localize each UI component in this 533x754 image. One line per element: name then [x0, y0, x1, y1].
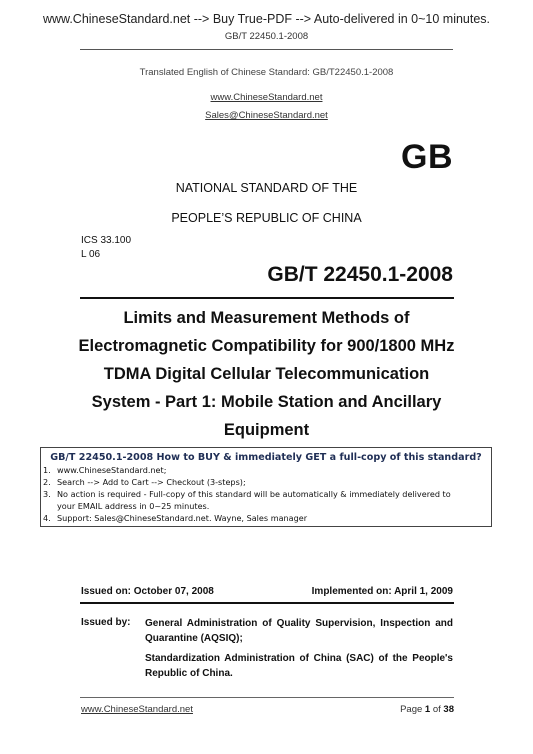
issued-by-label: Issued by:: [81, 617, 131, 628]
issuer-sac: Standardization Administration of China (SAC) of the People's Republic of China.: [145, 653, 453, 679]
gb-mark: GB: [401, 138, 453, 176]
standard-number-divider: [80, 297, 454, 299]
page-of: of: [430, 704, 444, 715]
page-number: [340, 704, 454, 715]
document-title-line-3: TDMA Digital Cellular Telecommunication: [103, 365, 430, 383]
buy-step-number: 4.: [43, 513, 51, 523]
buy-step-text: No action is required - Full-copy of this standard will be automatically & immediately delivered to: [57, 489, 451, 499]
issuer-aqsiq: General Administration of Quality Supervision, Inspection and Quarantine (AQSIQ);: [145, 618, 453, 644]
buy-step-1: [43, 465, 166, 475]
page-prefix: Page: [400, 704, 425, 715]
buy-step-3: [43, 489, 451, 499]
translated-note: Translated English of Chinese Standard: GB/T22450.1-2008: [139, 67, 394, 78]
buy-step-2: [43, 477, 246, 487]
dates-divider: [80, 602, 454, 604]
document-title-line-5: Equipment: [223, 421, 310, 439]
page-current: 1: [424, 704, 431, 715]
buy-step-number: 2.: [43, 477, 51, 487]
buy-box-title: GB/T 22450.1-2008 How to BUY & immediately GET a full-copy of this standard?: [50, 452, 482, 463]
email-link-row: [0, 105, 533, 123]
buy-step-text: Support: Sales@ChineseStandard.net. Wayne, Sales manager: [57, 513, 308, 523]
document-title-line-1: Limits and Measurement Methods of: [123, 309, 410, 327]
header-banner: www.ChineseStandard.net --> Buy True-PDF --> Auto-delivered in 0~10 minutes.: [42, 12, 491, 26]
header-standard-code: GB/T 22450.1-2008: [224, 31, 309, 42]
buy-step-4: [43, 513, 307, 523]
document-title-line-2: Electromagnetic Compatibility for 900/1800 MHz: [78, 337, 455, 355]
buy-step-number: 3.: [43, 489, 51, 499]
footer-website-link[interactable]: www.ChineseStandard.net: [81, 704, 193, 715]
buy-step-text: Search --> Add to Cart --> Checkout (3-steps);: [57, 477, 246, 487]
page-total: 38: [443, 704, 454, 715]
national-standard-line: NATIONAL STANDARD OF THE: [175, 181, 358, 195]
republic-line: PEOPLE’S REPUBLIC OF CHINA: [171, 211, 362, 225]
buy-instructions-box: [40, 447, 492, 527]
standard-number: GB/T 22450.1-2008: [267, 263, 453, 286]
l-code: L 06: [81, 249, 101, 260]
document-title-line-4: System - Part 1: Mobile Station and Ancillary: [91, 393, 442, 411]
buy-step-number: 1.: [43, 465, 51, 475]
website-link[interactable]: www.ChineseStandard.net: [210, 92, 323, 103]
email-link[interactable]: Sales@ChineseStandard.net: [205, 110, 328, 121]
buy-step-text[interactable]: www.ChineseStandard.net;: [57, 465, 167, 475]
implemented-on-date: Implemented on: April 1, 2009: [311, 586, 453, 597]
buy-step-text: your EMAIL address in 0~25 minutes.: [57, 501, 210, 511]
issued-on-date: Issued on: October 07, 2008: [81, 586, 214, 597]
ics-code: ICS 33.100: [81, 235, 132, 246]
header-divider: [80, 49, 453, 50]
buy-step-3-continued: [57, 501, 209, 511]
footer-divider: [80, 697, 454, 698]
website-link-row: [0, 87, 533, 105]
